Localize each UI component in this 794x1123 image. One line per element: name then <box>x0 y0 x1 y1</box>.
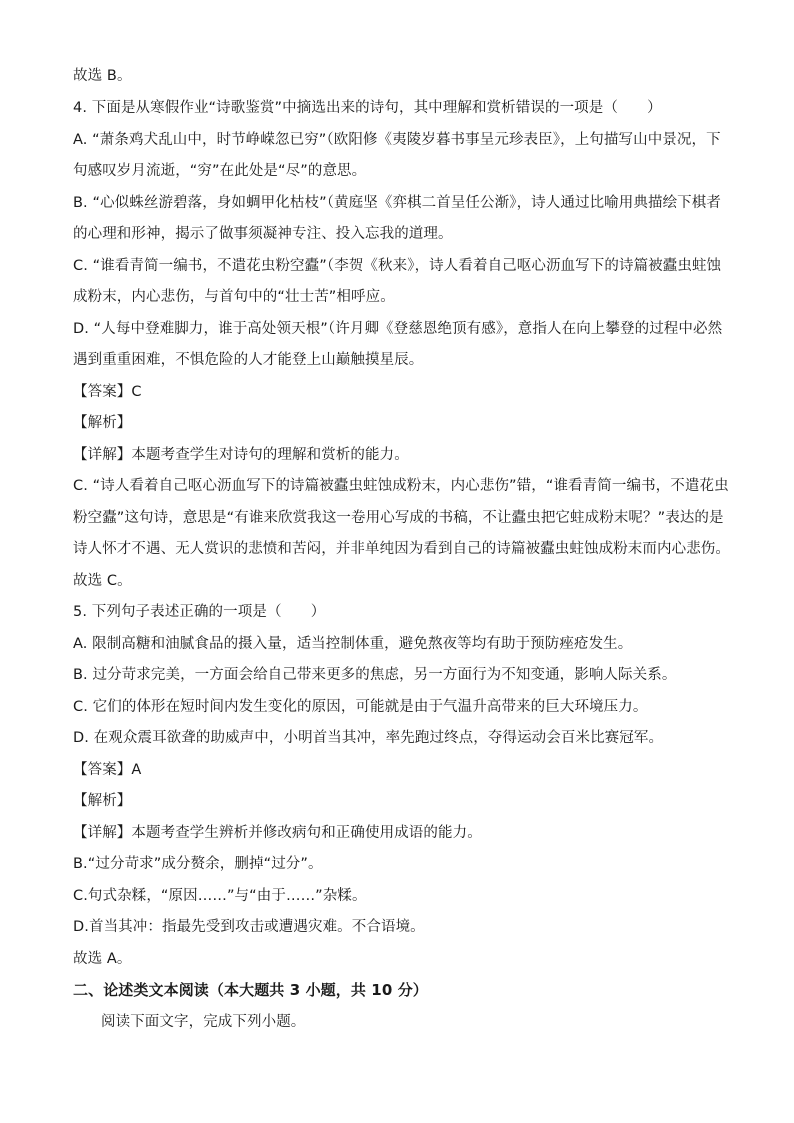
section-heading: 二、论述类文本阅读（本大题共 3 小题，共 10 分） <box>73 981 428 999</box>
explanation-line-1: C. “诗人看着自己呕心沥血写下的诗篇被蠹虫蛀蚀成粉末，内心悲伤”错，“谁看青简一编书，不遣花虫 <box>73 478 729 494</box>
analysis-label: 【解析】 <box>73 415 132 431</box>
explanation-line-2: 粉空蠹”这句诗，意思是“有谁来欣赏我这一卷用心写成的书稿，不让蠹虫把它蛀成粉末呢？”表达的是 <box>73 510 724 526</box>
option-b-line-2: 的心理和形神，揭示了做事须凝神专注、投入忘我的道理。 <box>73 226 453 242</box>
analysis-label: 【解析】 <box>73 793 132 809</box>
answer-label: 【答案】A <box>73 762 142 778</box>
option-d-line-1: D. “人每中登难脚力，谁于高处领天根”（许月卿《登慈恩绝顶有感》，意指人在向上攀登的过程中必然 <box>73 321 723 337</box>
detail-line: 【详解】本题考查学生辨析并修改病句和正确使用成语的能力。 <box>73 825 482 841</box>
explanation-line-3: 诗人怀才不遇、无人赏识的悲愤和苦闷，并非单纯因为看到自己的诗篇被蠹虫蛀蚀成粉末而内心悲伤。 <box>73 541 730 557</box>
option-a-line-1: A. “萧条鸡犬乱山中，时节峥嵘忽已穷”（欧阳修《夷陵岁暮书事呈元珍表臣》，上句描写山中景况，下 <box>73 132 721 148</box>
reading-instruction: 阅读下面文字，完成下列小题。 <box>101 1014 306 1030</box>
option-b: B. 过分苛求完美，一方面会给自己带来更多的焦虑，另一方面行为不知变通，影响人际关系。 <box>73 667 677 683</box>
detail-line: 【详解】本题考查学生对诗句的理解和赏析的能力。 <box>73 447 409 463</box>
explanation-d: D.首当其冲：指最先受到攻击或遭遇灾难。不合语境。 <box>73 919 425 935</box>
text-line: 故选 C。 <box>73 573 132 589</box>
explanation-b: B.“过分苛求”成分赘余，删掉“过分”。 <box>73 856 323 872</box>
option-b-line-1: B. “心似蛛丝游碧落，身如蜩甲化枯枝”（黄庭坚《弈棋二首呈任公渐》，诗人通过比喻用典描绘下棋者 <box>73 195 721 211</box>
text-line: 故选 A。 <box>73 951 132 967</box>
option-d: D. 在观众震耳欲聋的助威声中，小明首当其冲，率先跑过终点，夺得运动会百米比赛冠军。 <box>73 730 664 746</box>
answer-label: 【答案】C <box>73 384 142 400</box>
option-d-line-2: 遇到重重困难，不惧危险的人才能登上山巅触摸星辰。 <box>73 352 424 368</box>
option-c: C. 它们的体形在短时间内发生变化的原因，可能就是由于气温升高带来的巨大环境压力。 <box>73 699 648 715</box>
option-a: A. 限制高糖和油腻食品的摄入量，适当控制体重，避免熬夜等均有助于预防痤疮发生。 <box>73 636 633 652</box>
question-4-stem: 4. 下面是从寒假作业“诗歌鉴赏”中摘选出来的诗句，其中理解和赏析错误的一项是（ ） <box>73 100 662 116</box>
option-c-line-1: C. “谁看青简一编书，不遣花虫粉空蠹”（李贺《秋来》，诗人看着自己呕心沥血写下的诗篇被蠹虫蛀蚀 <box>73 258 722 274</box>
text-line: 故选 B。 <box>73 68 132 84</box>
explanation-c: C.句式杂糅，“原因……”与“由于……”杂糅。 <box>73 888 367 904</box>
option-a-line-2: 句感叹岁月流逝，“穷”在此处是“尽”的意思。 <box>73 163 367 179</box>
option-c-line-2: 成粉末，内心悲伤，与首句中的“壮士苦”相呼应。 <box>73 289 395 305</box>
question-5-stem: 5. 下列句子表述正确的一项是（ ） <box>73 604 326 620</box>
